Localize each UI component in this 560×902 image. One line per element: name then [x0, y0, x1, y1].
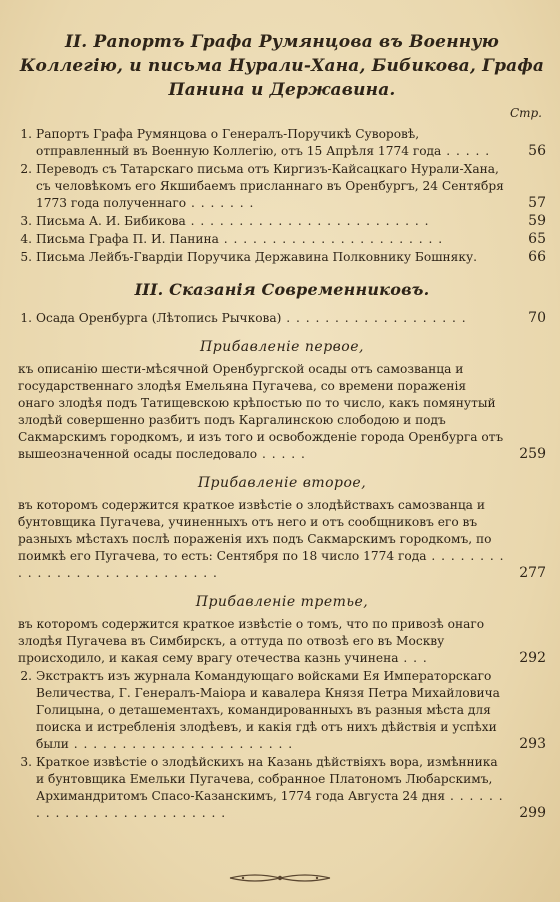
entry-text: въ которомъ содержится краткое извѣстіе о томъ, что по привозѣ онаго злодѣя Пугачева въ Симбирскъ, а оттуда по отвозѣ его въ Москву происходило, и какая сему врагу отечества казнь учинена . . . — [18, 617, 485, 665]
entry-text: Переводъ съ Татарскаго письма отъ Киргизъ-Кайсацкаго Нурали-Хана, съ человѣкомъ его Якшибаемъ присланнаго въ Оренбургъ, 24 Сентября 1773 года полученнаго . . . . . . . — [36, 162, 504, 210]
entry-page: 57 — [528, 195, 546, 211]
toc-entry — [18, 213, 546, 230]
toc-entry — [18, 249, 546, 266]
entry-text: Письма Лейбъ-Гвардіи Поручика Державина Полковнику Бошняку. — [36, 250, 477, 264]
appendix-3-title: Прибавленіе третье, — [195, 594, 369, 610]
toc-entry — [18, 754, 546, 822]
appendix-1-entry — [18, 361, 546, 463]
tailpiece-ornament-icon — [0, 870, 560, 889]
appendix-2-entry — [18, 497, 546, 582]
toc-entry — [18, 161, 546, 212]
entry-text: Письма А. И. Бибикова . . . . . . . . . . . . . . . . . . . . . . . . . — [36, 214, 430, 228]
entry-number: 1. — [20, 127, 32, 141]
entry-page: 259 — [519, 446, 546, 462]
toc-entry — [18, 126, 546, 160]
entry-text: Письма Графа П. И. Панина . . . . . . . . . . . . . . . . . . . . . . . — [36, 232, 444, 246]
entry-number: 3. — [20, 214, 32, 228]
entry-page: 70 — [528, 310, 546, 326]
section-2-heading: II. Рапортъ Графа Румянцова въ Военную Коллегію, и письма Нурали-Хана, Бибикова, Графа Панина и Державина. — [19, 32, 545, 100]
entry-text: къ описанію шести-мѣсячной Оренбургской осады отъ самозванца и государственнаго злодѣя Емельяна Пугачева, со времени пораженія онаго злодѣя подъ Татищевскою крѣпостью по то число, какъ помянутый злодѣй совершенно разбитъ подъ Каргалинскою слободою и подъ Сакмарскимъ городкомъ, и изъ того и освобожденіе города Оренбурга отъ вышеозначенной осады последовало . . . . . — [18, 362, 504, 461]
appendix-2-title: Прибавленіе второе, — [197, 475, 367, 491]
entry-page: 59 — [528, 213, 546, 229]
entry-page: 56 — [528, 143, 546, 159]
appendix-3-entry — [18, 616, 546, 667]
appendix-1-title: Прибавленіе первое, — [200, 339, 364, 355]
toc-entry — [18, 310, 546, 327]
entry-number: 2. — [20, 162, 32, 176]
entry-number: 3. — [20, 755, 32, 769]
entry-number: 2. — [20, 669, 32, 683]
entry-page: 65 — [528, 231, 546, 247]
entry-number: 4. — [20, 232, 32, 246]
page-column-label: Стр. — [509, 106, 542, 120]
entry-text: Рапортъ Графа Румянцова о Генералъ-Поручикѣ Суворовѣ, отправленный въ Военную Коллегію, отъ 15 Апрѣля 1774 года . . . . . — [36, 127, 491, 158]
toc-entry — [18, 668, 546, 753]
entry-number: 1. — [20, 311, 32, 325]
entry-text: Краткое извѣстіе о злодѣйскихъ на Казань дѣйствіяхъ вора, измѣнника и бунтовщика Емельки Пугачева, собранное Платономъ Любарскимъ, Архимандритомъ Спасо-Казанскимъ, 1774 года Августа 24 дня . . . . . . . . . . . . . . . . . . . . . . . . . . — [36, 755, 504, 820]
entry-number: 5. — [20, 250, 32, 264]
entry-page: 66 — [528, 249, 546, 265]
entry-page: 277 — [519, 565, 546, 581]
table-of-contents — [18, 30, 546, 823]
entry-text: Экстрактъ изъ журнала Командующаго войсками Ея Императорскаго Величества, Г. Генералъ-Маіора и кавалера Князя Петра Михайловича Голицына, о деташементахъ, командированныхъ въ разныя мѣста для поиска и истребленія злодѣевъ, и какія гдѣ отъ нихъ дѣйствія и успѣхи были . . . . . . . . . . . . . . . . . . . . . . . — [36, 669, 500, 751]
section-3-heading: III. Сказанія Современниковъ. — [134, 280, 430, 299]
entry-page: 299 — [519, 805, 546, 821]
entry-page: 292 — [519, 650, 546, 666]
entry-text: Осада Оренбурга (Лѣтопись Рычкова) . . . . . . . . . . . . . . . . . . . — [36, 311, 467, 325]
toc-entry — [18, 231, 546, 248]
entry-page: 293 — [519, 736, 546, 752]
entry-text: въ которомъ содержится краткое извѣстіе о злодѣйствахъ самозванца и бунтовщика Пугачева, учиненныхъ отъ него и отъ сообщниковъ его въ разныхъ мѣстахъ послѣ пораженія ихъ подъ Сакмарскимъ городкомъ, по поимкѣ его Пугачева, то есть: Сентября по 18 число 1774 года . . . . . . . . . . . . . . . . . . . . . . . . . . . . . — [18, 498, 505, 580]
